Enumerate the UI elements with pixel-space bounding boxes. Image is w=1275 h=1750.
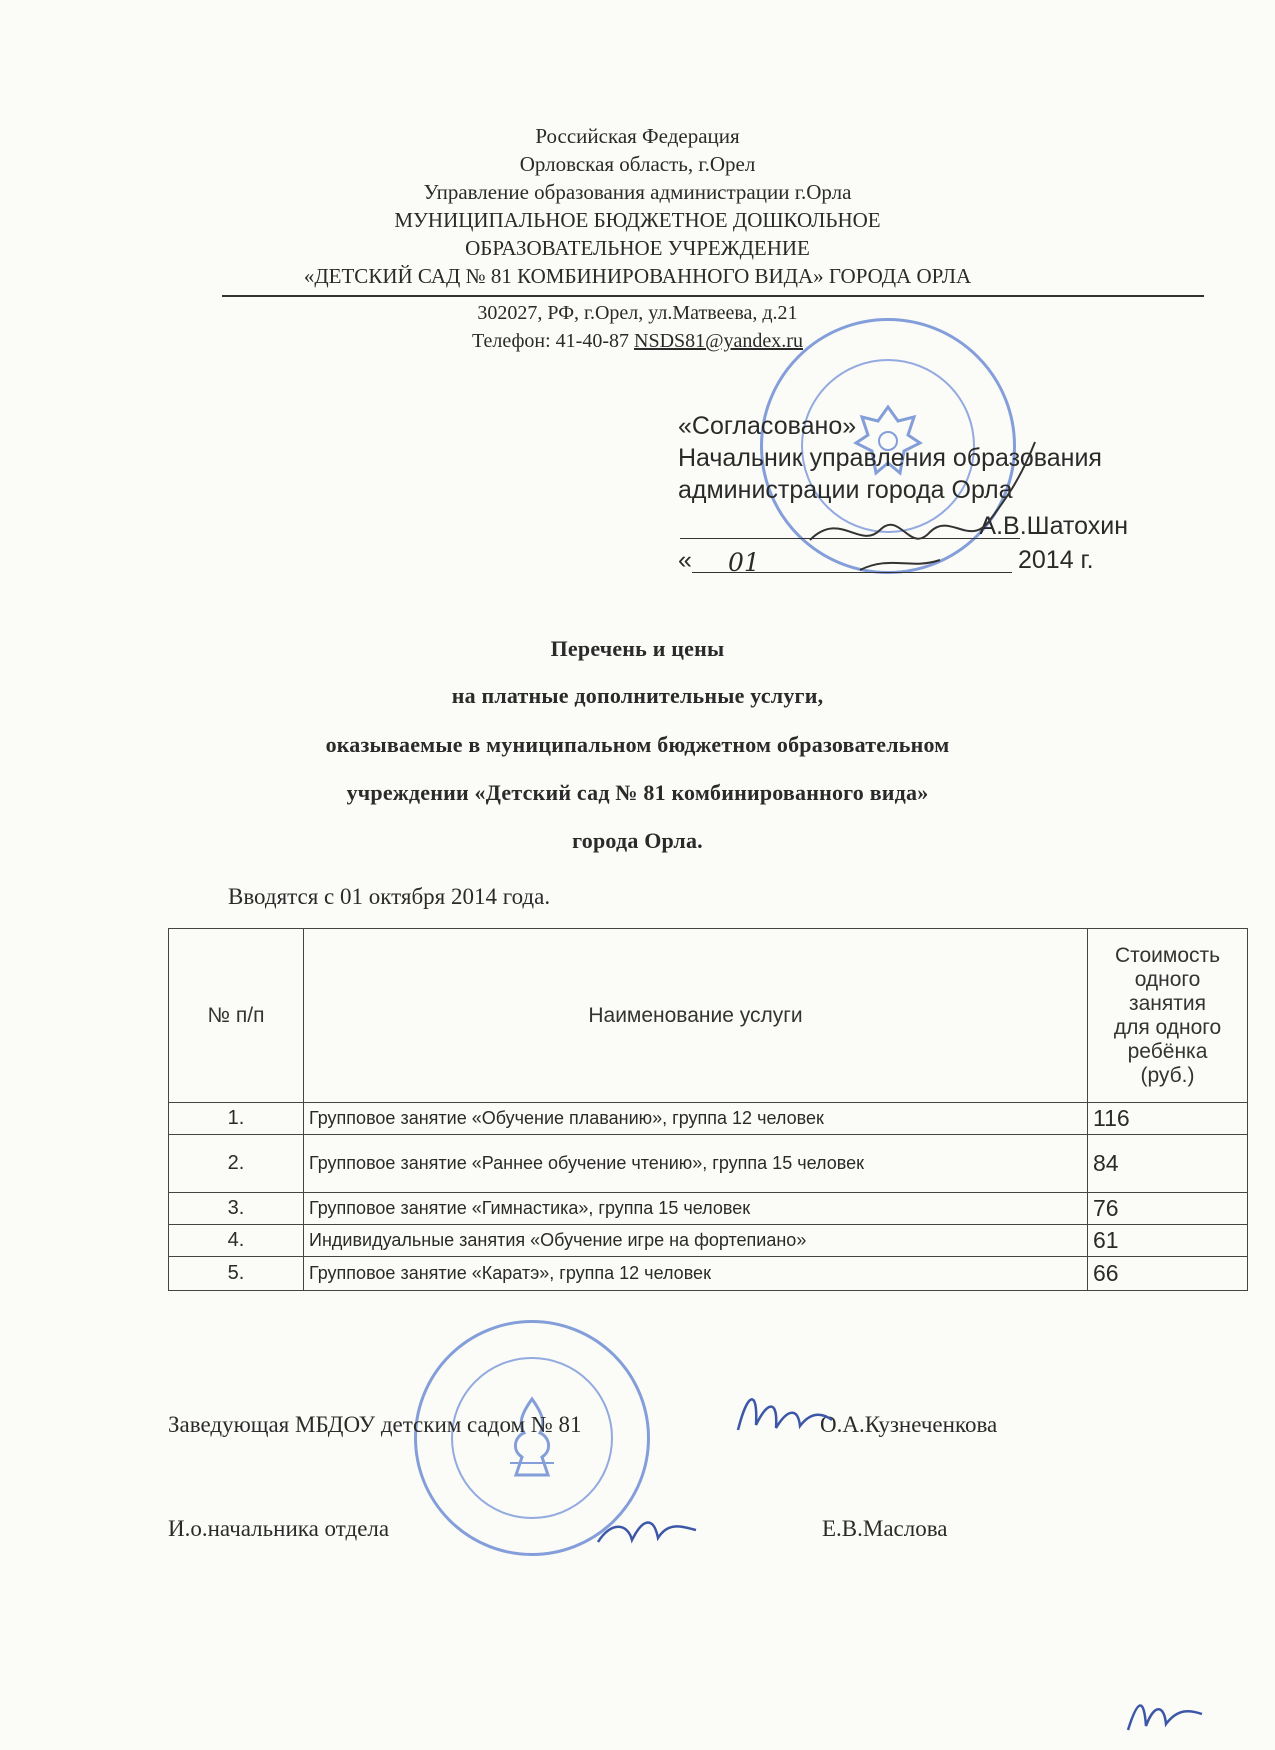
row-service: Групповое занятие «Гимнастика», группа 15 человек [304,1193,1088,1225]
approval-signer: А.В.Шатохин [979,512,1128,540]
table-row [169,1257,1248,1291]
header-address: 302027, РФ, г.Орел, ул.Матвеева, д.21 [477,302,798,324]
col-header-num: № п/п [169,929,304,1103]
dept-signature-label: И.о.начальника отдела [168,1516,390,1541]
col-header-cost-line: Стоимость [1114,943,1221,967]
head-signature-name: О.А.Кузнеченкова [820,1412,998,1437]
approval-date-open: « [678,546,692,574]
approval-signature-icon [800,420,1040,590]
approval-position-line1: Начальник управления образования [678,444,1102,472]
row-num: 5. [169,1257,304,1291]
services-table [168,928,1248,1291]
table-row [169,1225,1248,1257]
col-header-cost [1088,929,1248,1103]
header-region: Орловская область, г.Орел [519,152,756,176]
row-service: Групповое занятие «Обучение плаванию», группа 12 человек [304,1103,1088,1135]
doc-title-line4: учреждении «Детский сад № 81 комбинированного вида» [346,780,929,805]
row-num: 1. [169,1103,304,1135]
row-price: 84 [1088,1135,1248,1193]
doc-title-line3: оказываемые в муниципальном бюджетном образовательном [325,732,950,757]
head-signature-icon [728,1380,838,1450]
head-signature-label: Заведующая МБДОУ детским садом № 81 [168,1412,582,1437]
header-org-line1: МУНИЦИПАЛЬНОЕ БЮДЖЕТНОЕ ДОШКОЛЬНОЕ [394,208,881,232]
row-num: 3. [169,1193,304,1225]
col-header-cost-line: для одного [1113,1015,1222,1039]
table-row [169,1103,1248,1135]
col-header-cost-line: одного [1134,967,1201,991]
row-price: 116 [1088,1103,1248,1135]
dept-signature-icon [592,1500,702,1560]
row-num: 4. [169,1225,304,1257]
header-contacts [0,330,1275,353]
header-email-link[interactable]: NSDS81@yandex.ru [634,330,803,352]
header-org-line3: «ДЕТСКИЙ САД № 81 КОМБИНИРОВАННОГО ВИДА» ГОРОДА ОРЛА [303,264,972,288]
approval-agreed: «Согласовано» [678,412,857,440]
row-num: 2. [169,1135,304,1193]
col-header-cost-line: (руб.) [1140,1063,1195,1087]
row-price: 66 [1088,1257,1248,1291]
doc-title-line1: Перечень и цены [550,636,725,661]
col-header-cost-line: занятия [1129,991,1206,1015]
row-service: Групповое занятие «Каратэ», группа 12 человек [304,1257,1088,1291]
doc-title-line2: на платные дополнительные услуги, [451,683,824,708]
row-service: Групповое занятие «Раннее обучение чтению», группа 15 человек [304,1135,1088,1193]
header-org-line2: ОБРАЗОВАТЕЛЬНОЕ УЧРЕЖДЕНИЕ [465,236,810,260]
col-header-name: Наименование услуги [304,929,1088,1103]
approval-date-year: 2014 г. [1018,546,1094,574]
header-country: Российская Федерация [535,124,740,148]
row-price: 61 [1088,1225,1248,1257]
header-divider [222,295,1204,297]
row-service: Индивидуальные занятия «Обучение игре на фортепиано» [304,1225,1088,1257]
col-header-cost-line: ребёнка [1127,1039,1208,1063]
coat-of-arms-icon [492,1393,572,1483]
header-department: Управление образования администрации г.Орла [423,180,852,204]
effective-date: Вводятся с 01 октября 2014 года. [228,884,551,909]
header-phone: Телефон: 41-40-87 [472,330,629,352]
table-row [169,1135,1248,1193]
table-header-row [169,929,1248,1103]
corner-initials-icon [1120,1690,1210,1740]
approval-position-line2: администрации города Орла [678,476,1013,504]
row-price: 76 [1088,1193,1248,1225]
dept-signature-name: Е.В.Маслова [822,1516,948,1541]
approval-date-day: 01 [728,548,760,577]
table-row [169,1193,1248,1225]
doc-title-line5: города Орла. [572,828,703,853]
